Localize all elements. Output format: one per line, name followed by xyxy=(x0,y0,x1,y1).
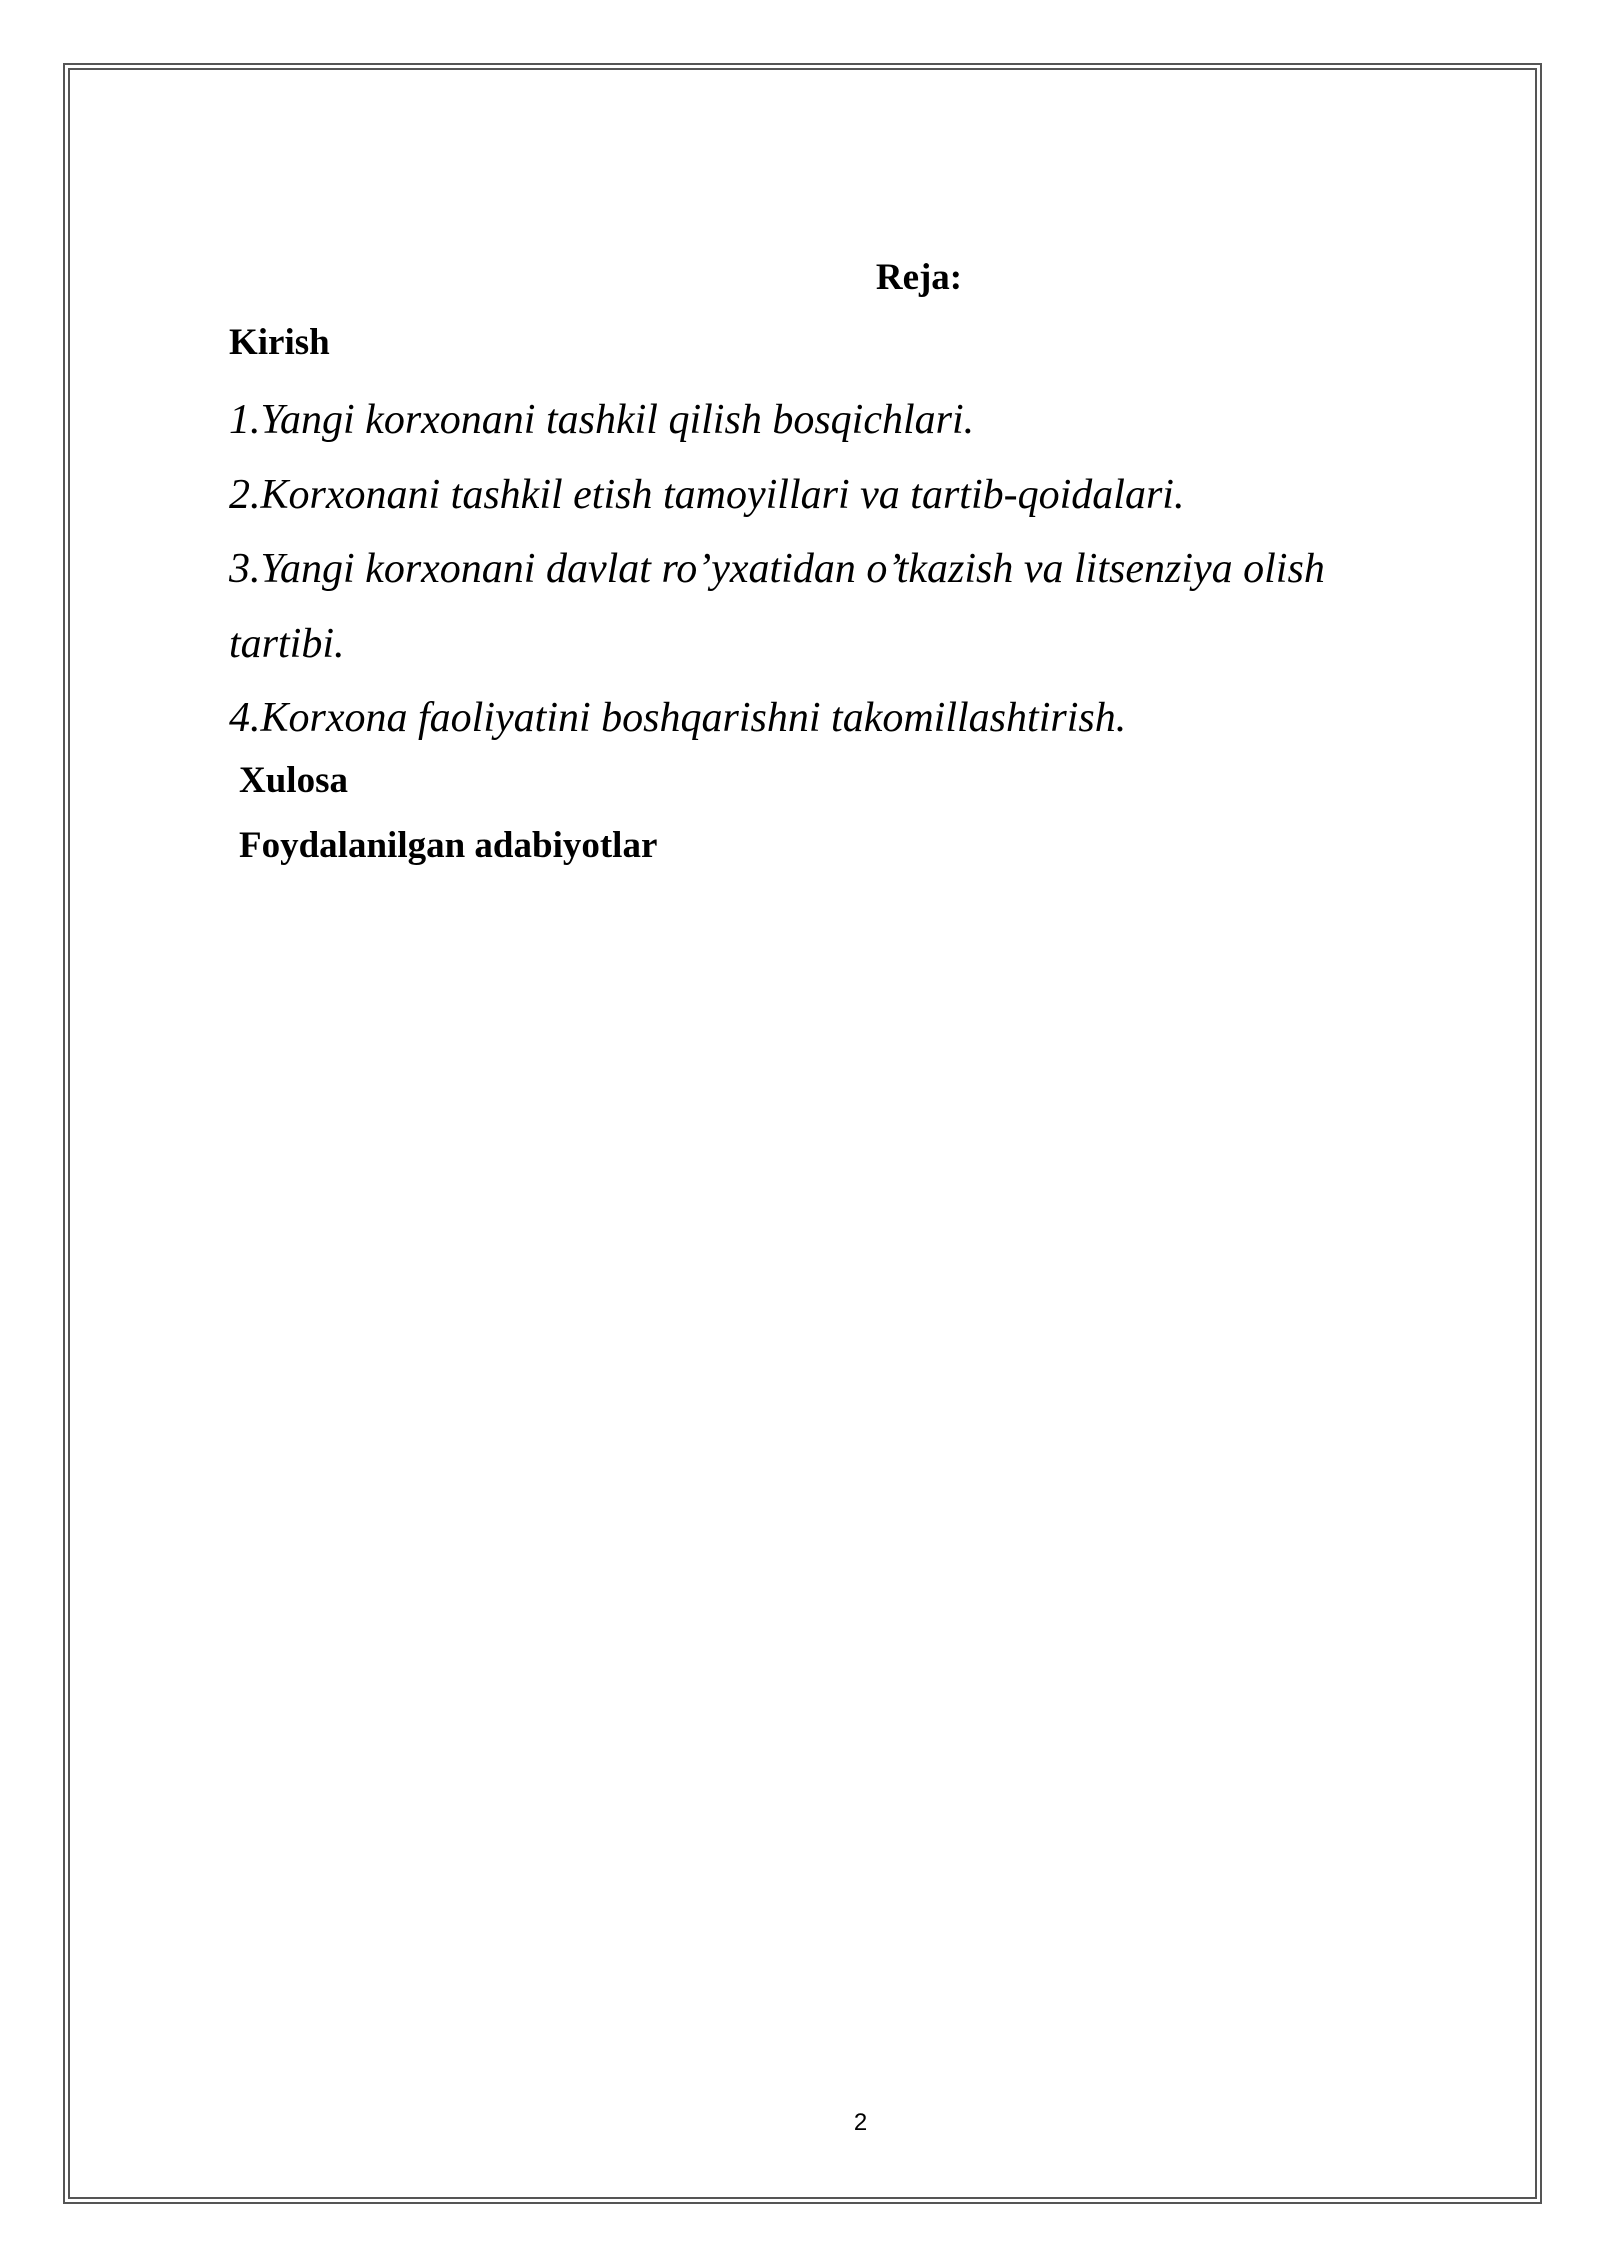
plan-item-4: 4.Korxona faoliyatini boshqarishni takomillashtirish. xyxy=(229,695,1127,741)
plan-title: Reja: xyxy=(875,257,963,298)
references-heading: Foydalanilgan adabiyotlar xyxy=(239,825,658,866)
plan-item-1: 1.Yangi korxonani tashkil qilish bosqichlari. xyxy=(229,397,975,443)
plan-item-3: 3.Yangi korxonani davlat ro’yxatidan o’tkazish va litsenziya olish tartibi. xyxy=(229,546,1325,667)
plan-item-2: 2.Korxonani tashkil etish tamoyillari va tartib-qoidalari. xyxy=(229,471,1185,518)
plan-list xyxy=(229,383,1399,756)
conclusion-heading: Xulosa xyxy=(239,760,348,801)
page-number: 2 xyxy=(853,2109,868,2136)
intro-heading: Kirish xyxy=(229,322,330,363)
